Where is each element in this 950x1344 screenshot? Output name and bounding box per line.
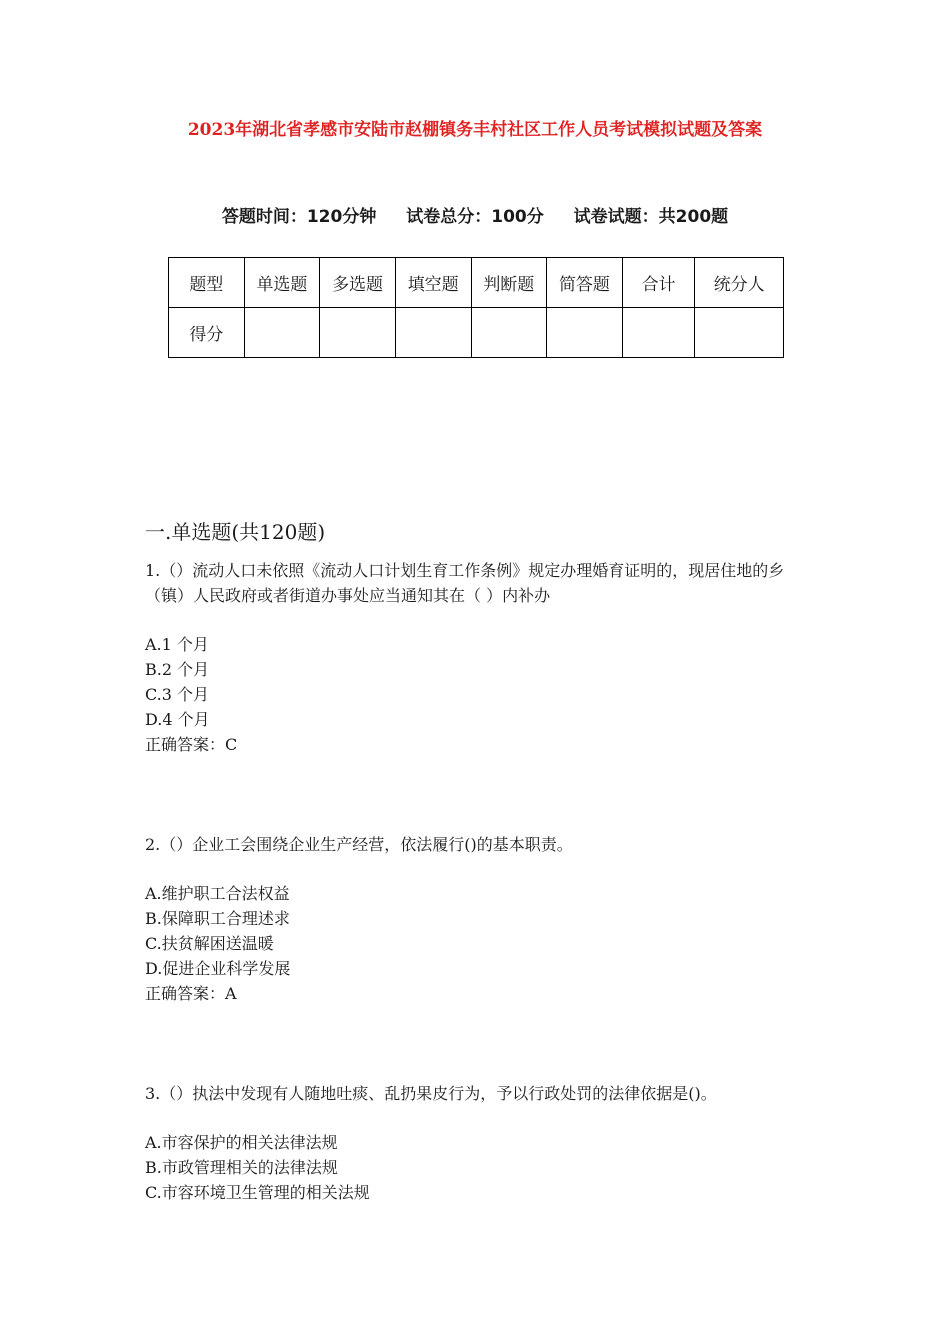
question-stem: 2.（）企业工会围绕企业生产经营，依法履行()的基本职责。: [145, 835, 573, 854]
question-stem: 1.（）流动人口未依照《流动人口计划生育工作条例》规定办理婚育证明的，现居住地的乡（镇）人民政府或者街道办事处应当通知其在（ ）内补办: [145, 561, 785, 605]
question-option: A.市容保护的相关法律法规: [145, 1133, 338, 1152]
score-header-cell: 多选题: [320, 258, 396, 308]
question-option: C.市容环境卫生管理的相关法规: [145, 1183, 370, 1202]
score-table: [168, 257, 784, 358]
score-table-header-row: [169, 258, 784, 308]
question-option: B.保障职工合理述求: [145, 909, 290, 928]
score-header-cell: 题型: [169, 258, 245, 308]
score-header-cell: 单选题: [244, 258, 320, 308]
score-cell: [244, 308, 320, 358]
score-header-cell: 统分人: [695, 258, 784, 308]
section-title: 一.单选题(共120题): [145, 520, 326, 544]
question-option: B.市政管理相关的法律法规: [145, 1158, 338, 1177]
score-cell: [471, 308, 547, 358]
score-cell: [622, 308, 695, 358]
question-option: C.3 个月: [145, 685, 210, 704]
question-option: B.2 个月: [145, 660, 210, 679]
question-option: C.扶贫解困送温暖: [145, 934, 274, 953]
question-option: A.1 个月: [145, 635, 209, 654]
question-1: [145, 558, 815, 757]
question-answer: 正确答案：A: [145, 984, 237, 1003]
question-option: D.促进企业科学发展: [145, 959, 291, 978]
score-table-score-row: [169, 308, 784, 358]
score-header-cell: 判断题: [471, 258, 547, 308]
score-cell: [547, 308, 623, 358]
question-answer: 正确答案：C: [145, 735, 238, 754]
question-option: A.维护职工合法权益: [145, 884, 290, 903]
score-header-cell: 简答题: [547, 258, 623, 308]
document-title: 2023年湖北省孝感市安陆市赵棚镇务丰村社区工作人员考试模拟试题及答案: [187, 120, 763, 140]
question-2: [145, 832, 815, 1006]
score-cell: [320, 308, 396, 358]
exam-meta: [0, 202, 950, 227]
score-row-label: 得分: [169, 308, 245, 358]
exam-total-score: 试卷总分：100分: [406, 207, 544, 227]
score-cell: [695, 308, 784, 358]
question-stem: 3.（）执法中发现有人随地吐痰、乱扔果皮行为，予以行政处罚的法律依据是()。: [145, 1084, 717, 1103]
score-header-cell: 填空题: [395, 258, 471, 308]
question-3: [145, 1081, 815, 1205]
exam-question-count: 试卷试题：共200题: [573, 207, 729, 227]
score-cell: [395, 308, 471, 358]
exam-time: 答题时间：120分钟: [221, 207, 377, 227]
question-option: D.4 个月: [145, 710, 210, 729]
score-header-cell: 合计: [622, 258, 695, 308]
